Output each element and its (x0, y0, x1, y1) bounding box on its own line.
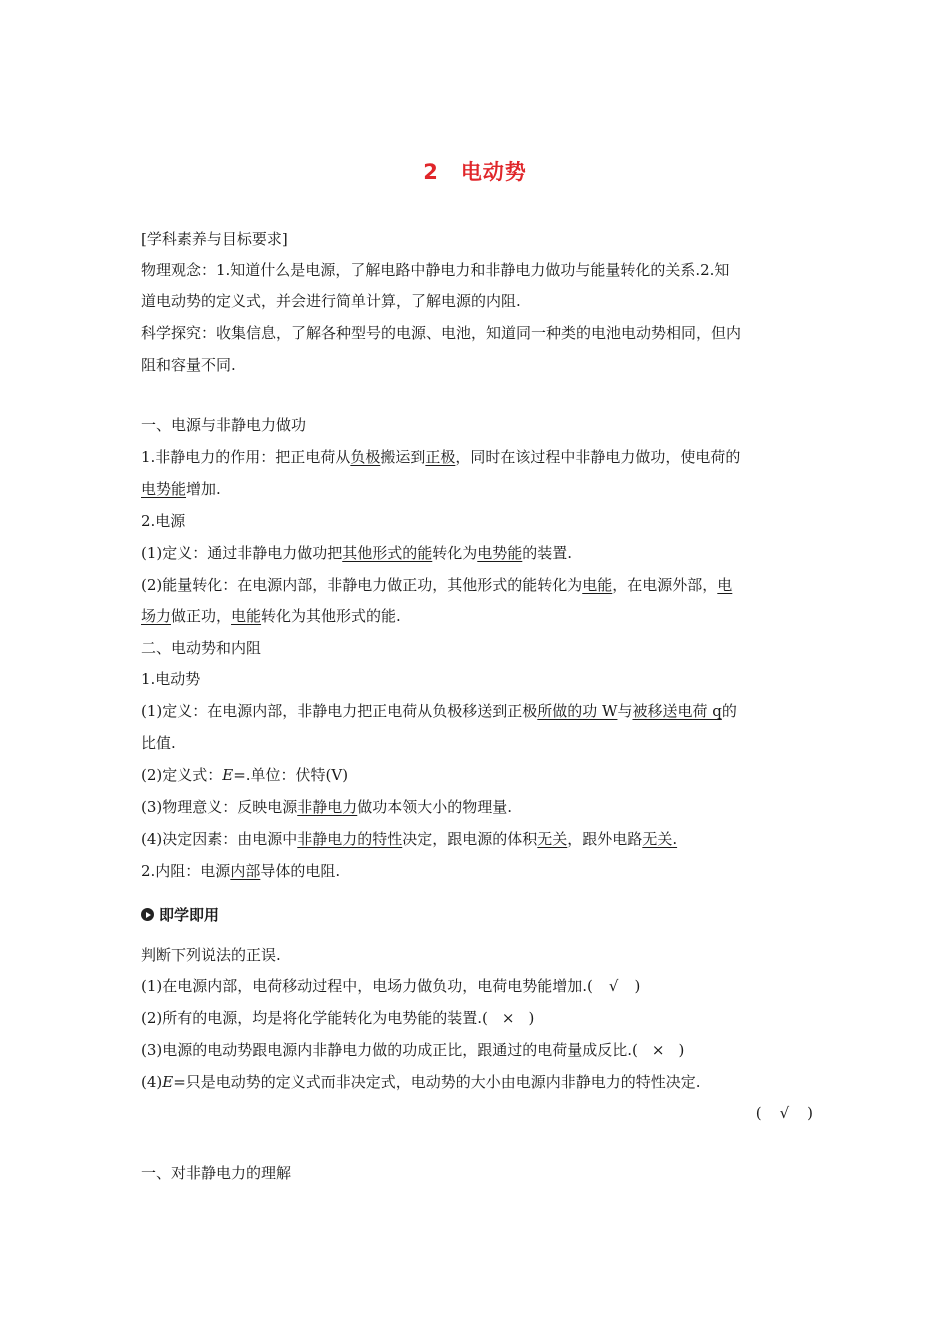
practice-badge-label: 即学即用 (159, 906, 220, 924)
practice-question-1: (1)在电源内部，电荷移动过程中，电场力做负功，电荷电势能增加.( √ ) (141, 977, 641, 995)
s1-energy-conversion: (2)能量转化：在电源内部，非静电力做正功，其他形式的能转化为电能，在电源外部，电 (141, 576, 733, 594)
answer-mark: × (651, 1041, 665, 1059)
practice-intro: 判断下列说法的正误. (141, 946, 281, 964)
answer-mark: × (501, 1009, 515, 1027)
s1-paragraph-1: 1.非静电力的作用：把正电荷从负极搬运到正极，同时在该过程中非静电力做功，使电荷的 (141, 448, 741, 466)
s2-item-1: 1.电动势 (141, 670, 201, 688)
section-number: 2 (423, 160, 439, 184)
objectives-heading: [学科素养与目标要求] (141, 230, 288, 248)
practice-question-4: (4)E=只是电动势的定义式而非决定式，电动势的大小由电源内非静电力的特性决定. (141, 1073, 701, 1091)
s1-paragraph-2: 2.电源 (141, 512, 186, 530)
objectives-line-3: 科学探究：收集信息，了解各种型号的电源、电池，知道同一种类的电池电动势相同，但内 (141, 324, 742, 342)
section-title: 电动势 (460, 160, 527, 184)
section-1-heading: 一、电源与非静电力做功 (141, 416, 307, 434)
practice-question-2: (2)所有的电源，均是将化学能转化为电势能的装置.( × ) (141, 1009, 535, 1027)
practice-question-3: (3)电源的电动势跟电源内非静电力做的功成正比，跟通过的电荷量成反比.( × ) (141, 1041, 685, 1059)
practice-badge (141, 904, 219, 925)
answer-mark: √ (779, 1104, 790, 1122)
s2-internal-resistance: 2.内阻：电源内部导体的电阻. (141, 862, 341, 880)
s1-definition: (1)定义：通过非静电力做功把其他形式的能转化为电势能的装置. (141, 544, 573, 562)
s2-definition: (1)定义：在电源内部，非静电力把正电荷从负极移送到正极所做的功 W与被移送电荷 q的 (141, 702, 737, 720)
s2-meaning: (3)物理意义：反映电源非静电力做功本领大小的物理量. (141, 798, 513, 816)
s2-definition-cont: 比值. (141, 734, 176, 752)
objectives-line-2: 道电动势的定义式，并会进行简单计算，了解电源的内阻. (141, 292, 521, 310)
s2-factors: (4)决定因素：由电源中非静电力的特性决定，跟电源的体积无关，跟外电路无关. (141, 830, 678, 848)
answer-mark: √ (608, 977, 619, 995)
s1-energy-conversion-cont: 场力做正功，电能转化为其他形式的能. (141, 607, 401, 625)
practice-question-4-answer: ( √ ) (755, 1104, 813, 1122)
section-3-heading: 一、对非静电力的理解 (141, 1164, 292, 1182)
objectives-line-4: 阻和容量不同. (141, 356, 236, 374)
objectives-line-1: 物理观念：1.知道什么是电源，了解电路中静电力和非静电力做功与能量转化的关系.2.知 (141, 261, 730, 279)
section-2-heading: 二、电动势和内阻 (141, 639, 262, 657)
s1-paragraph-1-cont: 电势能增加. (141, 480, 221, 498)
play-circle-icon (141, 908, 154, 921)
s2-formula: (2)定义式：E=.单位：伏特(V) (141, 766, 349, 784)
page-title (0, 156, 950, 186)
